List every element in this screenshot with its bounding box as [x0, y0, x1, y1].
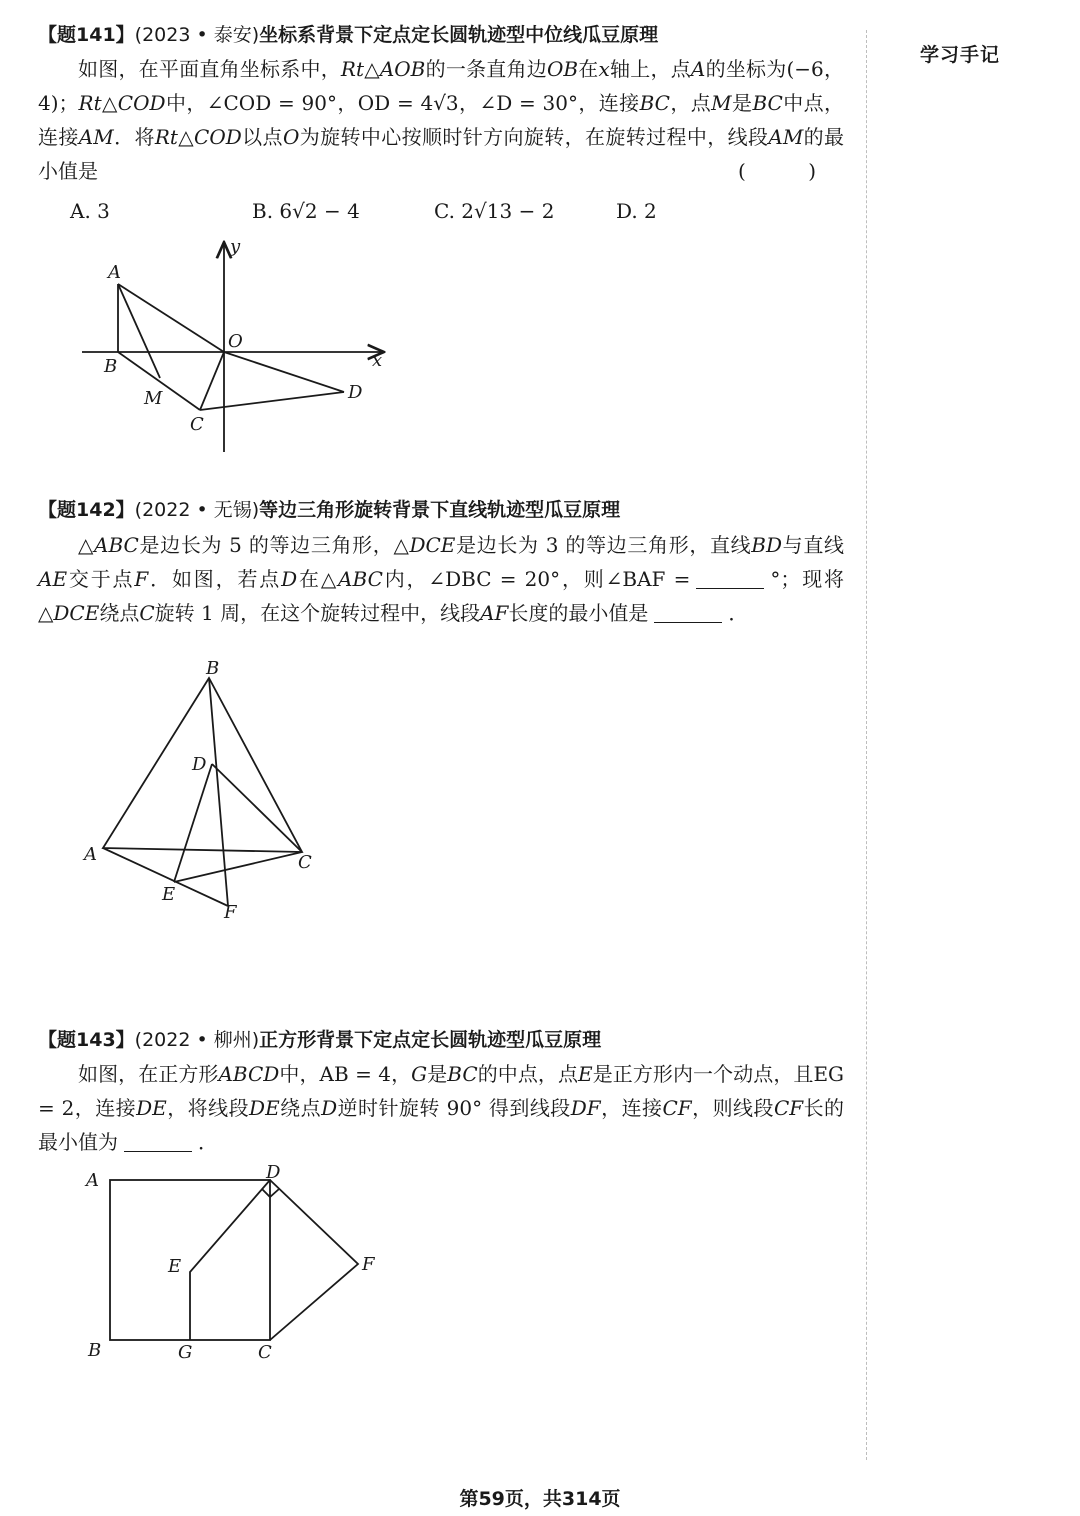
q142-topic: 等边三角形旋转背景下直线轨迹型瓜豆原理: [259, 499, 621, 521]
label-C: C: [298, 852, 312, 873]
label-D: D: [348, 382, 363, 403]
q142-year: (2022 • 无锡): [134, 499, 260, 521]
label-D: D: [192, 754, 207, 775]
q141-title: [38, 22, 658, 48]
q143-figure: [80, 1160, 400, 1370]
q142-body: △ABC是边长为 5 的等边三角形，△DCE是边长为 3 的等边三角形，直线BD与直线AE交于点F．如图，若点D在△ABC内，∠DBC = 20°，则∠BAF = °；现将△DCE绕点C旋转 1 周，在这个旋转过程中，线段AF长度的最小值是 ．: [38, 533, 845, 625]
q141-options: [70, 196, 657, 226]
segment-OC: [200, 352, 224, 410]
q142-figure: [76, 660, 336, 930]
answer-parentheses: ( ): [738, 159, 844, 183]
segment-CD: [200, 392, 344, 410]
q141-tag: 【题141】: [38, 24, 135, 46]
label-A: A: [84, 844, 97, 865]
q141-topic: 坐标系背景下定点定长圆轨迹型中位线瓜豆原理: [259, 24, 659, 46]
label-C: C: [258, 1342, 272, 1363]
option-d: D. 2: [616, 199, 657, 223]
label-A: A: [108, 262, 121, 283]
segment-DC: [212, 764, 302, 852]
sidebar-divider: [866, 30, 867, 1460]
q143-year: (2022 • 柳州): [134, 1029, 260, 1051]
label-B: B: [88, 1340, 102, 1361]
option-b: B. 6√2 − 4: [252, 199, 360, 223]
option-a: A. 3: [70, 199, 110, 223]
label-y: y: [230, 236, 241, 257]
q141-figure: [70, 230, 410, 470]
q142-title: [38, 497, 620, 523]
path-GED: [190, 1180, 270, 1340]
q143-tag: 【题143】: [38, 1029, 135, 1051]
label-O: O: [228, 331, 243, 352]
option-c: C. 2√13 − 2: [434, 199, 555, 223]
label-B: B: [104, 356, 118, 377]
segment-DE: [174, 764, 212, 882]
label-G: G: [178, 1342, 193, 1363]
blank-min-af[interactable]: [654, 602, 722, 623]
q143-body: 如图，在正方形ABCD中，AB = 4，G是BC的中点，点E是正方形内一个动点，且EG = 2，连接DE，将线段DE绕点D逆时针旋转 90° 得到线段DF，连接CF，则线段CF长的最小值为 ．: [38, 1062, 845, 1154]
label-E: E: [162, 884, 176, 905]
label-M: M: [144, 388, 163, 409]
blank-min-cf[interactable]: [124, 1131, 192, 1152]
label-D: D: [266, 1162, 281, 1183]
label-B: B: [206, 660, 220, 679]
q141-body: 如图，在平面直角坐标系中，Rt△AOB的一条直角边OB在x轴上，点A的坐标为(−6，4)；Rt△COD中，∠COD = 90°，OD = 4√3，∠D = 30°，连接BC，点M是BC中点，连接AM．将Rt△COD以点O为旋转中心按顺时针方向旋转，在旋转过程中，线段AM的最小值是 ( ): [38, 52, 844, 188]
sidebar-title: 学习手记: [920, 44, 1001, 66]
blank-angle-baf[interactable]: [696, 568, 764, 589]
page-footer: 第59页，共314页: [459, 1488, 621, 1510]
label-F: F: [362, 1254, 375, 1275]
q142-tag: 【题142】: [38, 499, 135, 521]
q143-topic: 正方形背景下定点定长圆轨迹型瓜豆原理: [259, 1029, 602, 1051]
label-C: C: [190, 414, 204, 435]
segment-OD: [224, 352, 344, 392]
q141-year: (2023 • 泰安): [134, 24, 260, 46]
label-x: x: [372, 350, 383, 371]
path-DFC: [270, 1180, 358, 1340]
label-E: E: [168, 1256, 182, 1277]
q143-title: [38, 1027, 601, 1053]
segment-EC: [174, 852, 302, 882]
label-A: A: [86, 1170, 99, 1191]
label-F: F: [224, 902, 237, 923]
